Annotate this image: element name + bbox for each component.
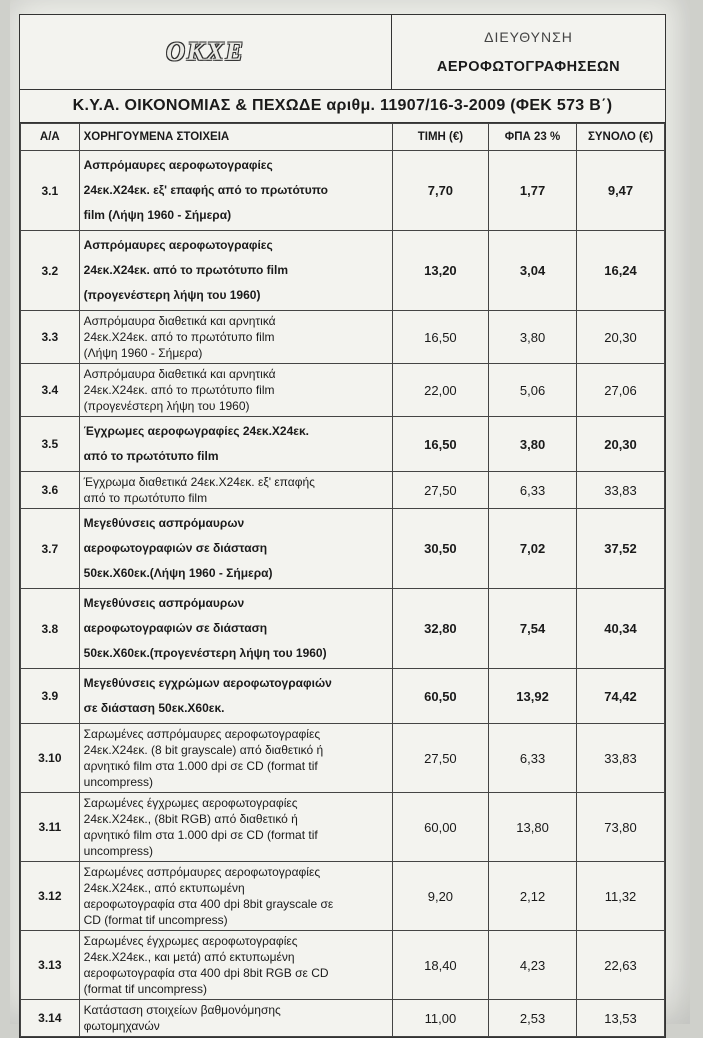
- description-line: Σαρωμένες ασπρόμαυρες αεροφωτογραφίες: [83, 727, 321, 741]
- item-vat: 2,12: [489, 862, 577, 931]
- item-vat: 3,80: [489, 417, 577, 472]
- item-number: 3.2: [21, 231, 80, 311]
- description-line: Σαρωμένες ασπρόμαυρες αεροφωτογραφίες: [83, 865, 321, 879]
- description-line: 24εκ.Χ24εκ. (8 bit grayscale) από διαθετικό ή: [83, 743, 324, 757]
- item-number: 3.11: [21, 793, 80, 862]
- item-vat: 6,33: [489, 472, 577, 509]
- item-total: 9,47: [577, 151, 665, 231]
- item-description: [79, 364, 392, 417]
- table-row: [21, 793, 665, 862]
- description-line: Σαρωμένες έγχρωμες αεροφωτογραφίες: [83, 934, 298, 948]
- item-total: 73,80: [577, 793, 665, 862]
- description-line: από το πρωτότυπο film: [83, 491, 208, 505]
- item-price: 7,70: [392, 151, 488, 231]
- description-line: αεροφωτογραφία στα 400 dpi 8bit RGB σε CD: [83, 966, 329, 980]
- item-total: 27,06: [577, 364, 665, 417]
- table-row: [21, 417, 665, 472]
- item-description: [79, 509, 392, 589]
- department-line-1: ΔΙΕΥΘΥΝΣΗ: [484, 29, 573, 45]
- item-vat: 6,33: [489, 724, 577, 793]
- description-line: 24εκ.Χ24εκ. από το πρωτότυπο film: [83, 383, 275, 397]
- description-line: (format tif uncompress): [83, 982, 208, 996]
- description-line: 24εκ.Χ24εκ., και μετά) από εκτυπωμένη: [83, 950, 295, 964]
- description-line: film (Λήψη 1960 - Σήμερα): [83, 208, 232, 222]
- item-vat: 7,02: [489, 509, 577, 589]
- item-description: [79, 231, 392, 311]
- item-description: [79, 151, 392, 231]
- description-line: Ασπρόμαυρες αεροφωτογραφίες: [83, 158, 273, 172]
- description-line: 50εκ.Χ60εκ.(Λήψη 1960 - Σήμερα): [83, 566, 273, 580]
- description-line: αεροφωτογραφία στα 400 dpi 8bit grayscale σε: [83, 897, 334, 911]
- item-vat: 2,53: [489, 1000, 577, 1037]
- item-description: [79, 589, 392, 669]
- description-line: Σαρωμένες έγχρωμες αεροφωτογραφίες: [83, 796, 298, 810]
- item-total: 20,30: [577, 417, 665, 472]
- item-total: 20,30: [577, 311, 665, 364]
- column-header-vat: ΦΠΑ 23 %: [489, 124, 577, 151]
- item-price: 60,00: [392, 793, 488, 862]
- table-row: [21, 931, 665, 1000]
- item-number: 3.13: [21, 931, 80, 1000]
- description-line: 24εκ.Χ24εκ., (8bit RGB) από διαθετικό ή: [83, 812, 298, 826]
- item-total: 33,83: [577, 724, 665, 793]
- item-price: 30,50: [392, 509, 488, 589]
- item-price: 60,50: [392, 669, 488, 724]
- document-header: [20, 15, 665, 90]
- table-row: [21, 509, 665, 589]
- item-description: [79, 669, 392, 724]
- item-number: 3.7: [21, 509, 80, 589]
- item-price: 11,00: [392, 1000, 488, 1037]
- item-total: 16,24: [577, 231, 665, 311]
- item-number: 3.8: [21, 589, 80, 669]
- item-total: 13,53: [577, 1000, 665, 1037]
- item-description: [79, 862, 392, 931]
- item-description: [79, 311, 392, 364]
- table-row: [21, 311, 665, 364]
- item-vat: 13,80: [489, 793, 577, 862]
- table-row: [21, 364, 665, 417]
- organization-logo: ΟΚΧΕ: [166, 37, 245, 66]
- item-vat: 13,92: [489, 669, 577, 724]
- item-number: 3.6: [21, 472, 80, 509]
- table-header-row: [21, 124, 665, 151]
- description-line: (προγενέστερη λήψη του 1960): [83, 288, 261, 302]
- description-line: 24εκ.Χ24εκ. εξ' επαφής από το πρωτότυπο: [83, 183, 328, 197]
- department-cell: [392, 15, 665, 89]
- table-row: [21, 669, 665, 724]
- table-row: [21, 1000, 665, 1037]
- description-line: αεροφωτογραφιών σε διάσταση: [83, 621, 268, 635]
- description-line: 50εκ.Χ60εκ.(προγενέστερη λήψη του 1960): [83, 646, 327, 660]
- item-price: 27,50: [392, 724, 488, 793]
- description-line: uncompress): [83, 844, 153, 858]
- item-vat: 4,23: [489, 931, 577, 1000]
- description-line: αρνητικό film στα 1.000 dpi σε CD (format tif: [83, 759, 318, 773]
- item-description: [79, 1000, 392, 1037]
- table-row: [21, 862, 665, 931]
- item-description: [79, 793, 392, 862]
- description-line: Κατάσταση στοιχείων βαθμονόμησης: [83, 1003, 281, 1017]
- item-number: 3.1: [21, 151, 80, 231]
- item-number: 3.9: [21, 669, 80, 724]
- item-total: 74,42: [577, 669, 665, 724]
- description-line: Ασπρόμαυρες αεροφωτογραφίες: [83, 238, 273, 252]
- description-line: Μεγεθύνσεις ασπρόμαυρων: [83, 516, 245, 530]
- item-description: [79, 931, 392, 1000]
- item-description: [79, 724, 392, 793]
- item-price: 27,50: [392, 472, 488, 509]
- price-list-document: [19, 14, 666, 1038]
- item-total: 11,32: [577, 862, 665, 931]
- description-line: Ασπρόμαυρα διαθετικά και αρνητικά: [83, 314, 276, 328]
- description-line: αρνητικό film στα 1.000 dpi σε CD (format tif: [83, 828, 318, 842]
- item-price: 32,80: [392, 589, 488, 669]
- table-row: [21, 589, 665, 669]
- item-price: 18,40: [392, 931, 488, 1000]
- item-vat: 5,06: [489, 364, 577, 417]
- description-line: CD (format tif uncompress): [83, 913, 228, 927]
- description-line: (Λήψη 1960 - Σήμερα): [83, 346, 203, 360]
- description-line: uncompress): [83, 775, 153, 789]
- column-header-price: ΤΙΜΗ (€): [392, 124, 488, 151]
- table-row: [21, 472, 665, 509]
- item-number: 3.12: [21, 862, 80, 931]
- item-price: 9,20: [392, 862, 488, 931]
- table-row: [21, 724, 665, 793]
- description-line: 24εκ.Χ24εκ. από το πρωτότυπο film: [83, 330, 275, 344]
- item-total: 40,34: [577, 589, 665, 669]
- item-number: 3.5: [21, 417, 80, 472]
- item-price: 16,50: [392, 311, 488, 364]
- item-total: 22,63: [577, 931, 665, 1000]
- description-line: Έγχρωμες αεροφωγραφίες 24εκ.Χ24εκ.: [83, 424, 309, 438]
- description-line: Έγχρωμα διαθετικά 24εκ.Χ24εκ. εξ' επαφής: [83, 475, 315, 489]
- document-title: Κ.Υ.Α. ΟΙΚΟΝΟΜΙΑΣ & ΠΕΧΩΔΕ αριθμ. 11907/16-3-2009 (ΦΕΚ 573 Β΄): [20, 90, 665, 123]
- item-vat: 3,04: [489, 231, 577, 311]
- item-vat: 1,77: [489, 151, 577, 231]
- item-total: 37,52: [577, 509, 665, 589]
- description-line: Μεγεθύνσεις εγχρώμων αεροφωτογραφιών: [83, 676, 332, 690]
- item-number: 3.4: [21, 364, 80, 417]
- column-header-description: ΧΟΡΗΓΟΥΜΕΝΑ ΣΤΟΙΧΕΙΑ: [79, 124, 392, 151]
- item-vat: 3,80: [489, 311, 577, 364]
- description-line: Μεγεθύνσεις ασπρόμαυρων: [83, 596, 245, 610]
- item-number: 3.3: [21, 311, 80, 364]
- department-line-2: ΑΕΡΟΦΩΤΟΓΡΑΦΗΣΕΩΝ: [436, 59, 621, 75]
- price-table: [20, 123, 665, 1037]
- description-line: (προγενέστερη λήψη του 1960): [83, 399, 250, 413]
- item-price: 16,50: [392, 417, 488, 472]
- description-line: 24εκ.Χ24εκ., από εκτυπωμένη: [83, 881, 245, 895]
- description-line: φωτομηχανών: [83, 1019, 160, 1033]
- column-header-total: ΣΥΝΟΛΟ (€): [577, 124, 665, 151]
- table-row: [21, 231, 665, 311]
- description-line: 24εκ.Χ24εκ. από το πρωτότυπο film: [83, 263, 288, 277]
- item-number: 3.10: [21, 724, 80, 793]
- item-description: [79, 417, 392, 472]
- column-header-aa: Α/Α: [21, 124, 80, 151]
- description-line: αεροφωτογραφιών σε διάσταση: [83, 541, 268, 555]
- item-vat: 7,54: [489, 589, 577, 669]
- item-total: 33,83: [577, 472, 665, 509]
- description-line: Ασπρόμαυρα διαθετικά και αρνητικά: [83, 367, 276, 381]
- logo-cell: [20, 15, 392, 89]
- item-description: [79, 472, 392, 509]
- item-number: 3.14: [21, 1000, 80, 1037]
- table-row: [21, 151, 665, 231]
- description-line: από το πρωτότυπο film: [83, 449, 219, 463]
- item-price: 22,00: [392, 364, 488, 417]
- item-price: 13,20: [392, 231, 488, 311]
- description-line: σε διάσταση 50εκ.Χ60εκ.: [83, 701, 225, 715]
